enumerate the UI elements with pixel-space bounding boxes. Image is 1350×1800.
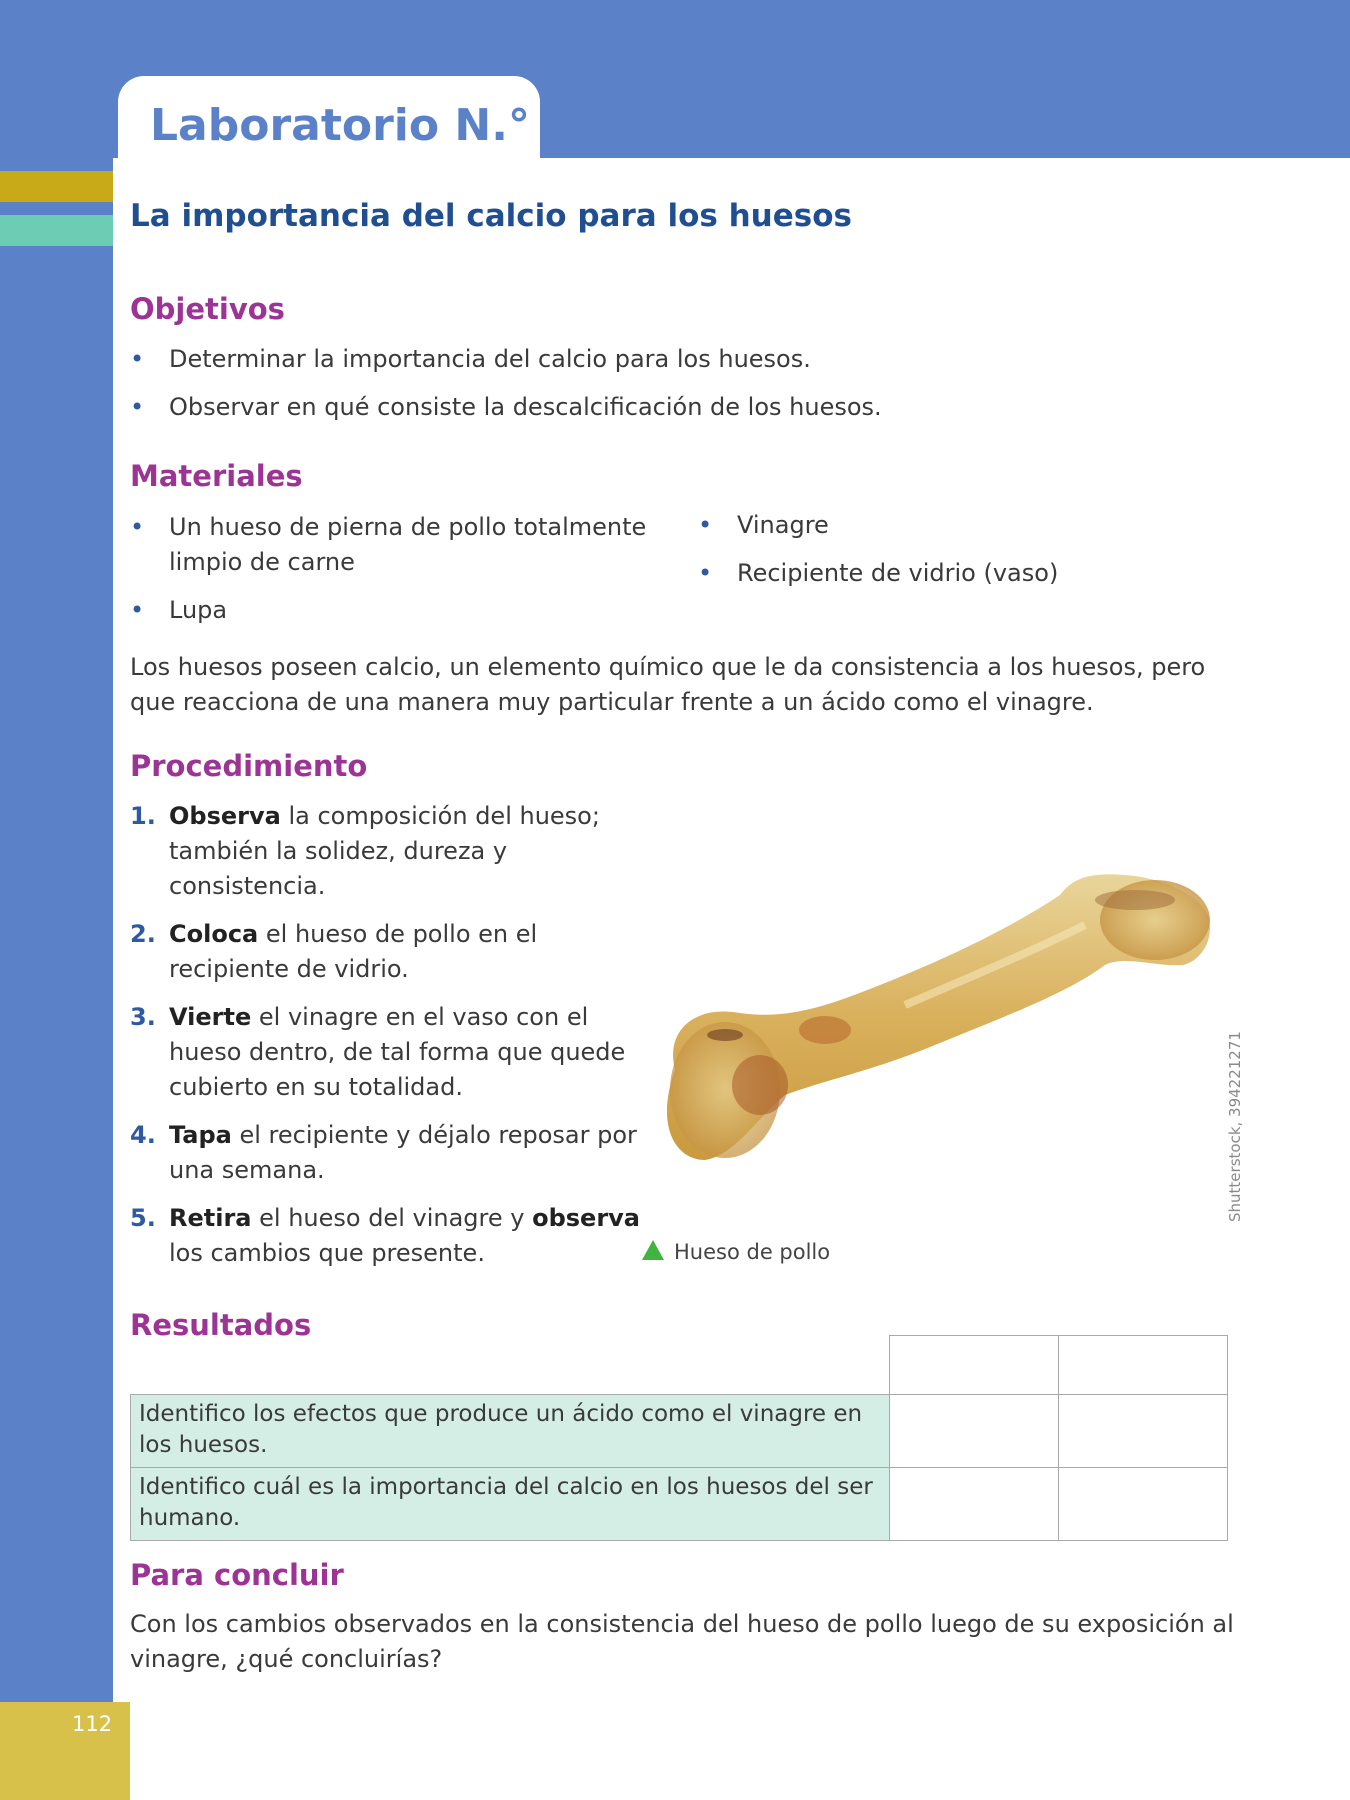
list-item: • Determinar la importancia del calcio para los huesos. — [130, 342, 1230, 377]
criterion-cell: Identifico cuál es la importancia del calcio en los huesos del ser humano. — [131, 1468, 890, 1541]
objetivos-list — [130, 342, 1230, 438]
list-item: • Un hueso de pierna de pollo totalmente limpio de carne — [130, 510, 650, 580]
chicken-bone-image — [655, 855, 1215, 1185]
materiales-list-right — [698, 508, 1198, 604]
triangle-icon — [642, 1240, 664, 1260]
page-title: Laboratorio N.° 3 — [150, 100, 576, 151]
step-5: 5. Retira el hueso del vinagre y observa los cambios que presente. — [130, 1204, 640, 1267]
procedimiento-heading: Procedimiento — [130, 749, 368, 783]
conclusion-heading: Para concluir — [130, 1558, 344, 1592]
objetivos-heading: Objetivos — [130, 292, 285, 326]
step-2: 2. Coloca el hueso de pollo en el recipiente de vidrio. — [130, 920, 538, 983]
list-item: • Vinagre — [698, 508, 1198, 543]
conclusion-paragraph: Con los cambios observados en la consistencia del hueso de pollo luego de su exposición al vinagre, ¿qué concluirías? — [130, 1610, 1234, 1673]
list-item: • Lupa — [130, 593, 650, 628]
check-cell-alcanzado[interactable] — [890, 1395, 1059, 1468]
table-corner — [131, 1336, 890, 1395]
intro-paragraph: Los huesos poseen calcio, un elemento químico que le da consistencia a los huesos, pero que reacciona de una manera muy particular frente a un ácido como el vinagre. — [130, 653, 1206, 716]
check-cell-por-alcanzar[interactable] — [1059, 1468, 1228, 1541]
materiales-list-left — [130, 510, 650, 641]
column-header-por-alcanzar: Por alcanzar — [1059, 1336, 1228, 1395]
list-item: • Recipiente de vidrio (vaso) — [698, 556, 1198, 591]
step-1: 1. Observa la composición del hueso; también la solidez, dureza y consistencia. — [130, 802, 600, 900]
bullet-icon: • — [698, 511, 713, 539]
check-cell-por-alcanzar[interactable] — [1059, 1395, 1228, 1468]
list-item: • Observar en qué consiste la descalcificación de los huesos. — [130, 390, 1230, 425]
table-header-row — [131, 1336, 1228, 1395]
bullet-icon: • — [130, 513, 145, 541]
left-margin-band — [0, 158, 113, 1702]
check-cell-alcanzado[interactable] — [890, 1468, 1059, 1541]
materiales-heading: Materiales — [130, 459, 303, 493]
table-row — [131, 1468, 1228, 1541]
bullet-icon: • — [130, 393, 145, 421]
bone-icon — [655, 855, 1215, 1185]
photo-credit: Shutterstock, 394221271 — [1226, 1031, 1244, 1222]
criterion-cell: Identifico los efectos que produce un ácido como el vinagre en los huesos. — [131, 1395, 890, 1468]
resultados-heading: Resultados — [130, 1308, 312, 1342]
teal-stripe — [0, 215, 113, 246]
results-table — [130, 1335, 1228, 1541]
bullet-icon: • — [698, 559, 713, 587]
step-3: 3. Vierte el vinagre en el vaso con el hueso dentro, de tal forma que quede cubierto en su totalidad. — [130, 1003, 626, 1101]
lab-subtitle: La importancia del calcio para los huesos — [130, 198, 852, 234]
page-number: 112 — [72, 1712, 113, 1736]
table-row — [131, 1395, 1228, 1468]
bullet-icon: • — [130, 345, 145, 373]
figure-caption: Hueso de pollo — [642, 1240, 830, 1264]
step-4: 4. Tapa el recipiente y déjalo reposar por una semana. — [130, 1121, 637, 1184]
column-header-alcanzado: Alcanzado — [890, 1336, 1059, 1395]
bullet-icon: • — [130, 596, 145, 624]
yellow-stripe — [0, 171, 113, 202]
procedure-steps — [130, 799, 650, 1284]
